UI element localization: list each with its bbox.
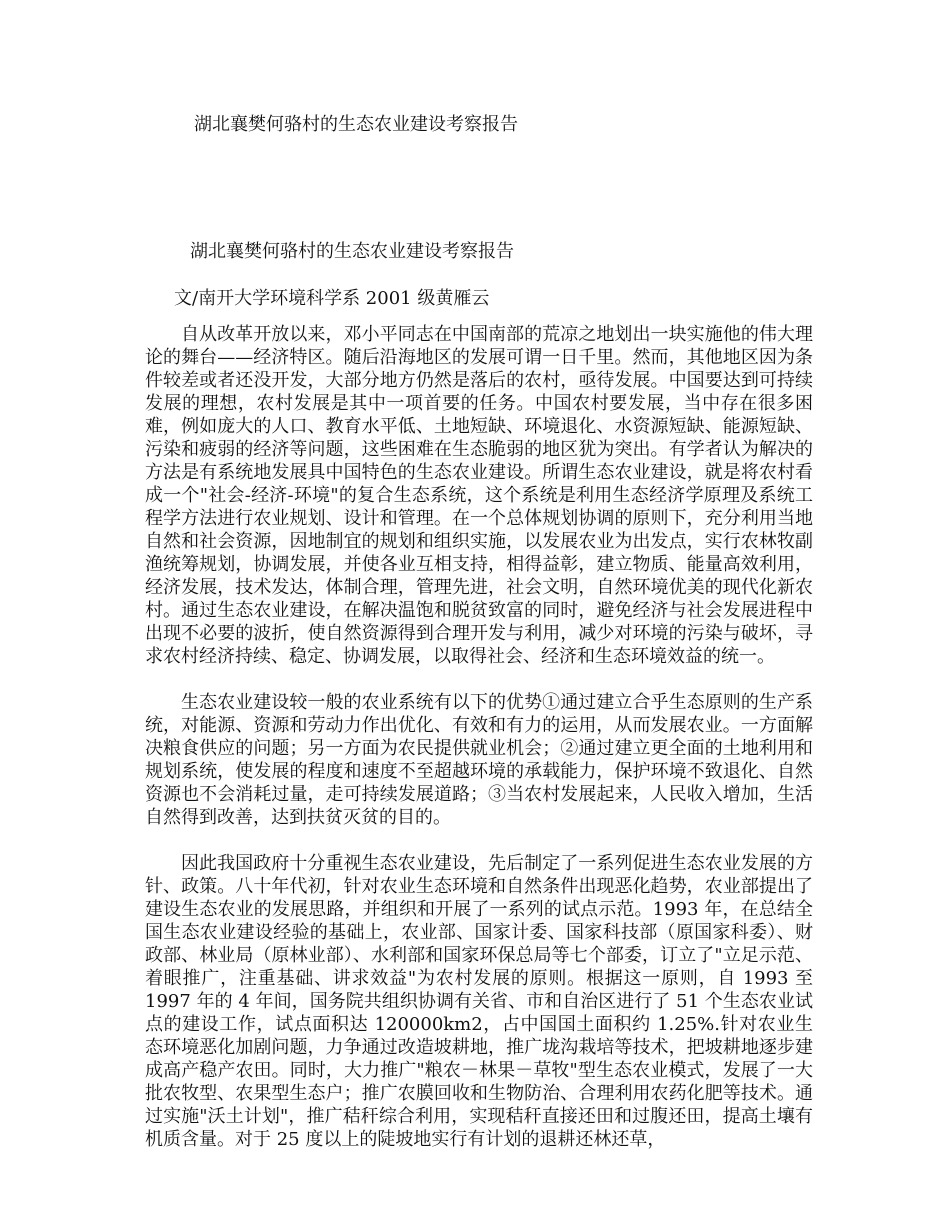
paragraph-1: 自从改革开放以来，邓小平同志在中国南部的荒凉之地划出一块实施他的伟大理论的舞台——经济特区。随后沿海地区的发展可谓一日千里。然而，其他地区因为条件较差或者还没开发，大部分地方仍然是落后的农村，亟待发展。中国要达到可持续发展的理想，农村发展是其中一项首要的任务。中国农村要发展，当中存在很多困难，例如庞大的人口、教育水平低、土地短缺、环境退化、水资源短缺、能源短缺、污染和疲弱的经济等问题，这些困难在生态脆弱的地区犹为突出。有学者认为解决的方法是有系统地发展具中国特色的生态农业建设。所谓生态农业建设，就是将农村看成一个"社会-经济-环境"的复合生态系统，这个系统是利用生态经济学原理及系统工程学方法进行农业规划、设计和管理。在一个总体规划协调的原则下，充分利用当地自然和社会资源，因地制宜的规划和组织实施，以发展农业为出发点，实行农林牧副渔统筹规划，协调发展，并使各业互相支持，相得益彰，建立物质、能量高效利用，经济发展，技术发达，体制合理，管理先进，社会文明，自然环境优美的现代化新农村。通过生态农业建设，在解决温饱和脱贫致富的同时，避免经济与社会发展进程中出现不必要的波折，使自然资源得到合理开发与利用，减少对环境的污染与破坏，寻求农村经济持续、稳定、协调发展，以取得社会、经济和生态环境效益的统一。 bbox=[145, 324, 813, 667]
paragraph-3: 因此我国政府十分重视生态农业建设，先后制定了一系列促进生态农业发展的方针、政策。八十年代初，针对农业生态环境和自然条件出现恶化趋势，农业部提出了建设生态农业的发展思路，并组织和开展了一系列的试点示范。1993 年，在总结全国生态农业建设经验的基础上，农业部、国家计委、国家科技部（原国家科委）、财政部、林业局（原林业部）、水利部和国家环保总局等七个部委，订立了"立足示范、着眼推广，注重基础、讲求效益"为农村发展的原则。根据这一原则，自 1993 至 1997 年的 4 年间，国务院共组织协调有关省、市和自治区进行了 51 个生态农业试点的建设工作，试点面积达 120000km2，占中国国土面积约 1.25%.针对农业生态环境恶化加剧问题，力争通过改造坡耕地，推广垅沟栽培等技术，把坡耕地逐步建成高产稳产农田。同时，大力推广"粮农－林果－草牧"型生态农业模式，发展了一大批农牧型、农果型生态户；推广农膜回收和生物防治、合理利用农药化肥等技术。通过实施"沃土计划"，推广秸秆综合利用，实现秸秆直接还田和过腹还田，提高土壤有机质含量。对于 25 度以上的陡坡地实行有计划的退耕还林还草， bbox=[145, 853, 813, 1150]
article-body bbox=[145, 323, 813, 1174]
page-header-title: 湖北襄樊何骆村的生态农业建设考察报告 bbox=[194, 114, 518, 135]
paragraph-2: 生态农业建设较一般的农业系统有以下的优势①通过建立合乎生态原则的生产系统，对能源、资源和劳动力作出优化、有效和有力的运用，从而发展农业。一方面解决粮食供应的问题；另一方面为农民提供就业机会；②通过建立更全面的土地利用和规划系统，使发展的程度和速度不至超越环境的承载能力，保护环境不致退化、自然资源也不会消耗过量，走可持续发展道路；③当农村发展起来，人民收入增加，生活自然得到改善，达到扶贫灭贫的目的。 bbox=[145, 692, 813, 828]
article-byline: 文/南开大学环境科学系 2001 级黄雁云 bbox=[174, 288, 490, 309]
article-title: 湖北襄樊何骆村的生态农业建设考察报告 bbox=[190, 241, 514, 262]
